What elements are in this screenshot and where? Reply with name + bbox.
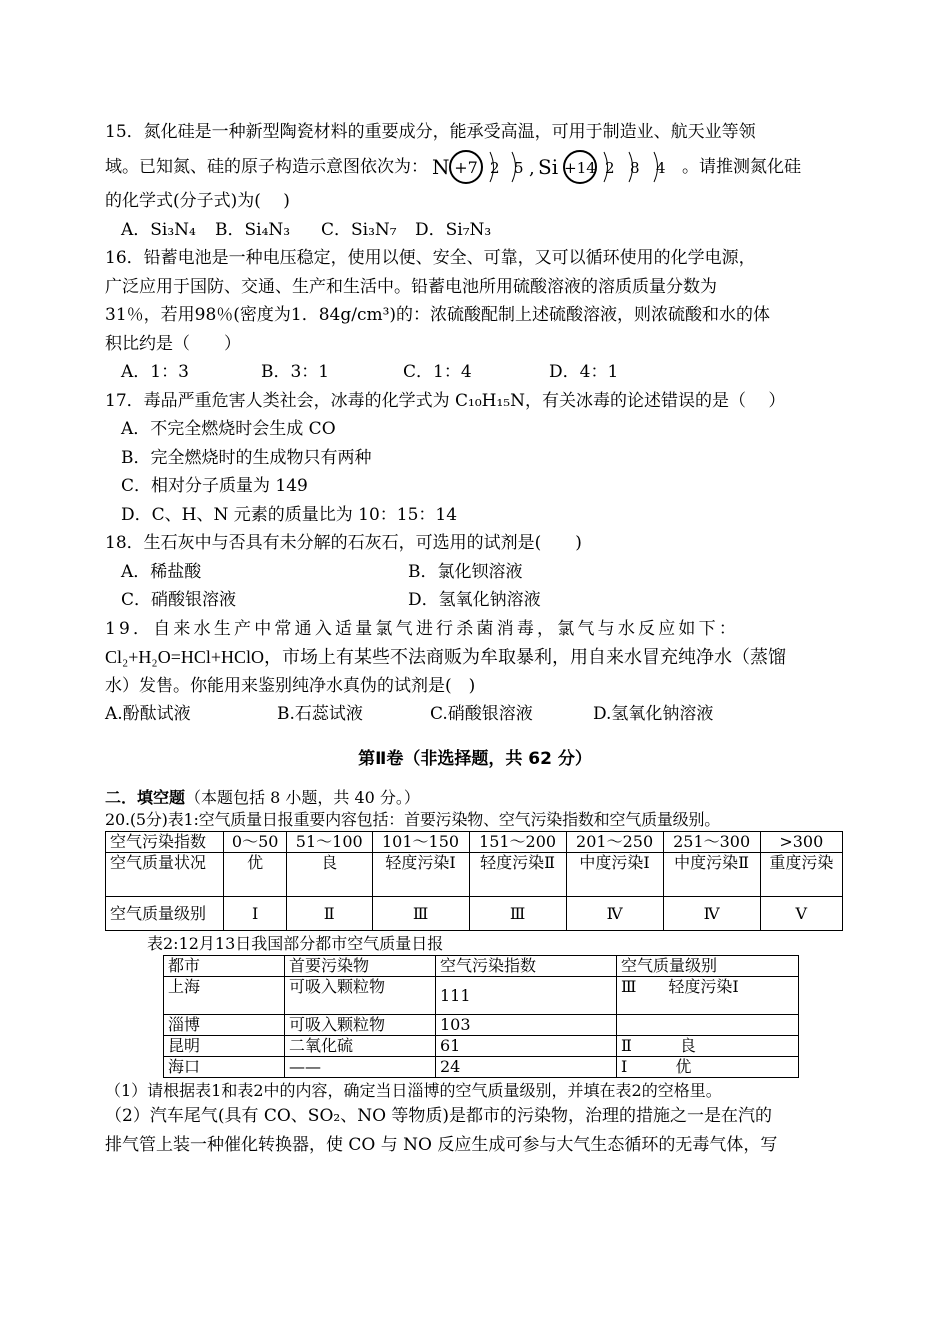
table1-cell: 空气质量级别 [106,897,224,931]
q18-option-b: B．氯化钡溶液 [408,561,523,582]
table2-cell: 二氧化硫 [285,1036,436,1057]
q16-option-a: A．1：3 [121,362,189,382]
q17-stem: 17．毒品严重危害人类社会，冰毒的化学式为 C₁₀H₁₅N，有关冰毒的论述错误的是（ ） [105,390,786,411]
q17-option-c: C．相对分子质量为 149 [121,476,308,496]
table2-cell: 空气污染指数 [436,956,617,977]
section2-heading-bold: 二．填空题 [105,788,186,807]
q17-option-b: B．完全燃烧时的生成物只有两种 [121,447,372,468]
table1-cell: 优 [224,853,287,897]
table2-row [164,977,799,1015]
table2-cell: 空气质量级别 [617,956,799,977]
table2-cell: 都市 [164,956,285,977]
table2-cell: 上海 [164,977,285,1015]
table1-row-index [106,832,843,853]
q17-option-a: A．不完全燃烧时会生成 CO [121,419,336,439]
section2-heading-rest: （本题包括 8 小题，共 40 分。） [185,788,420,807]
table1-cell: 中度污染Ⅱ [663,853,760,897]
table2-cell: 111 [436,977,617,1015]
si-nucleus-charge: +14 [564,159,596,177]
table1-cell: Ⅴ [760,897,842,931]
q16-options [105,358,845,387]
exam-page [105,118,845,1159]
section2-heading [105,787,845,809]
q15-line1: 15．氮化硅是一种新型陶瓷材料的重要成分，能承受高温，可用于制造业、航天业等领 [105,122,756,142]
table2-blank-answer-cell[interactable] [617,1015,799,1036]
air-quality-table-2 [163,955,799,1078]
table1-cell: Ⅱ [286,897,372,931]
q15-option-a: A．Si₃N₄ [121,219,196,240]
q16-line2: 广泛应用于国防、交通、生产和生活中。铅蓄电池所用硫酸溶液的溶质质量分数为 [105,276,717,297]
table1-cell: 轻度污染Ⅰ [372,853,469,897]
q20-part2-line2: 排气管上装一种催化转换器，使 CO 与 NO 反应生成可参与大气生态循环的无毒气体，写 [105,1134,778,1155]
table1-cell: 201～250 [566,832,663,853]
air-quality-table-1 [105,831,843,931]
table2-header-row [164,956,799,977]
table1-cell: 101～150 [372,832,469,853]
table2-cell: —— [285,1057,436,1078]
atom-separator: , [529,158,535,179]
section2-title: 第Ⅱ卷（非选择题，共 62 分） [358,748,592,769]
q18-stem: 18．生石灰中与否具有未分解的石灰石，可选用的试剂是( ) [105,533,582,553]
table2-cell: 昆明 [164,1036,285,1057]
q19-option-a: A.酚酞试液 [105,704,191,724]
n-symbol: N [432,155,450,179]
table1-cell: 空气污染指数 [106,832,224,853]
table2-row [164,1015,799,1036]
q19-option-d: D.氢氧化钠溶液 [593,704,714,724]
q15-line2-tail: 。请推测氮化硅 [682,156,801,177]
q20-part1: （1）请根据表1和表2中的内容，确定当日淄博的空气质量级别，并填在表2的空格里。 [105,1081,722,1100]
si-symbol: Si [538,155,559,179]
q18-option-d: D．氢氧化钠溶液 [408,590,541,610]
q18-option-a: A．稀盐酸 [121,561,202,582]
si-shell-3: 4 [656,159,666,177]
table1-cell: 轻度污染Ⅱ [469,853,566,897]
si-shell-2: 8 [630,159,640,177]
si-shell-1: 2 [605,159,615,177]
table1-cell: Ⅲ [469,897,566,931]
table2-cell: 可吸入颗粒物 [285,977,436,1015]
table1-row-status [106,853,843,897]
q19-line2: Cl₂+H₂O=HCl+HClO，市场上有某些不法商贩为牟取暴利，用自来水冒充纯净水（蒸馏 [105,647,787,667]
q19-option-b: B.石蕊试液 [277,704,363,724]
q18-options-row2 [105,586,845,615]
table2-cell: 可吸入颗粒物 [285,1015,436,1036]
q19-options [105,700,845,729]
q15-options [105,216,845,245]
q17-option-d: D．C、H、N 元素的质量比为 10：15：14 [121,504,458,525]
table1-cell: Ⅰ [224,897,287,931]
table2-caption: 表2:12月13日我国部分都市空气质量日报 [147,934,444,953]
table1-cell: Ⅲ [372,897,469,931]
table2-cell: 首要污染物 [285,956,436,977]
table1-cell: Ⅳ [663,897,760,931]
table2-cell: 24 [436,1057,617,1078]
q18-options-row1 [105,558,845,587]
q18-option-c: C．硝酸银溶液 [121,590,237,610]
q15-option-d: D．Si₇N₃ [415,219,492,240]
table1-row-level [106,897,843,931]
table2-cell: Ⅲ 轻度污染Ⅰ [617,977,799,1015]
table2-row [164,1057,799,1078]
table2-cell: 淄博 [164,1015,285,1036]
q16-option-b: B．3：1 [261,362,330,382]
q20-intro: 20.(5分)表1:空气质量日报重要内容包括：首要污染物、空气污染指数和空气质量级别。 [105,810,721,829]
table2-cell: 海口 [164,1057,285,1078]
table1-cell: >300 [760,832,842,853]
q16-option-d: D．4：1 [549,362,619,382]
table1-cell: Ⅳ [566,897,663,931]
table1-cell: 重度污染 [760,853,842,897]
table2-cell: Ⅱ 良 [617,1036,799,1057]
q15-line2 [105,147,845,188]
q19-line3: 水）发售。你能用来鉴别纯净水真伪的试剂是( ) [105,675,476,696]
table2-row [164,1036,799,1057]
q19-option-c: C.硝酸银溶液 [430,704,533,724]
table1-cell: 51～100 [286,832,372,853]
table2-cell: 103 [436,1015,617,1036]
table2-cell: 61 [436,1036,617,1057]
q16-line3: 31％，若用98％(密度为1．84g/cm³)的：浓硫酸配制上述硫酸溶液，则浓硫酸和水的体 [105,305,771,325]
n-shell-2: 5 [514,159,524,177]
table1-cell: 中度污染Ⅰ [566,853,663,897]
table1-cell: 空气质量状况 [106,853,224,897]
q20-part2-line1: （2）汽车尾气(具有 CO、SO₂、NO 等物质)是都市的污染物，治理的措施之一是在汽的 [105,1106,773,1126]
q15-option-b: B．Si₄N₃ [215,219,291,240]
table1-cell: 良 [286,853,372,897]
n-nucleus-charge: +7 [454,158,478,177]
q19-line1: 19．自来水生产中常通入适量氯气进行杀菌消毒，氯气与水反应如下： [105,618,740,639]
n-shell-1: 2 [490,159,500,177]
q16-option-c: C．1：4 [403,362,472,382]
table1-cell: 251～300 [663,832,760,853]
q15-option-c: C．Si₃N₇ [321,219,397,240]
table1-cell: 151～200 [469,832,566,853]
q16-line4: 积比约是（ ） [105,333,241,354]
q15-line2-text: 域。已知氮、硅的原子构造示意图依次为： [105,156,428,177]
table2-cell: Ⅰ 优 [617,1057,799,1078]
table1-cell: 0～50 [224,832,287,853]
atom-structure-diagram [430,147,680,187]
q16-line1: 16．铅蓄电池是一种电压稳定，使用以便、安全、可靠，又可以循环使用的化学电源， [105,248,756,268]
q15-line3: 的化学式(分子式)为( ) [105,191,290,211]
